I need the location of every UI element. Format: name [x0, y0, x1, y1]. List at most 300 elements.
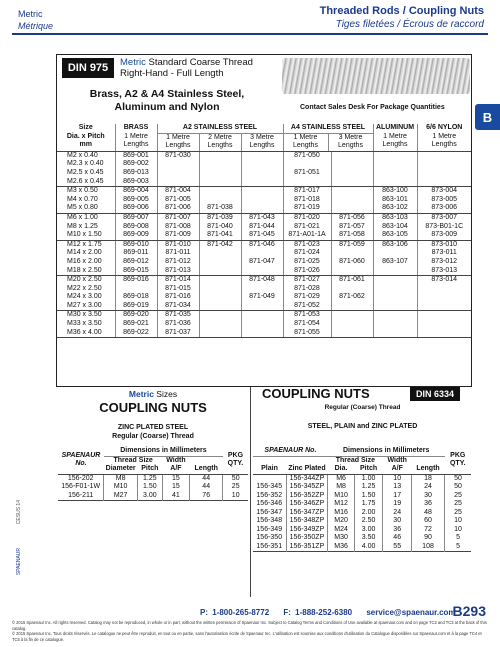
- part-number-cell: 871-015: [157, 285, 199, 294]
- table-cell: 4.00: [354, 543, 383, 552]
- size-cell: M10 x 1.50: [57, 231, 115, 240]
- part-number-cell: 871-028: [283, 285, 331, 294]
- header-title-fr: Tiges filetées / Écrous de raccord: [335, 19, 484, 30]
- page-number: B293: [452, 603, 486, 619]
- table-cell: 156-344ZP: [286, 474, 328, 483]
- size-cell: M8 x 1.25: [67, 222, 98, 230]
- part-number-cell: [373, 329, 417, 338]
- table-row: [253, 517, 471, 526]
- table-cell: 50: [445, 474, 471, 483]
- table-cell: M12: [328, 500, 354, 509]
- part-number-cell: [199, 329, 241, 338]
- coupling-right-body: [253, 474, 471, 552]
- part-number-cell: 863-102: [373, 204, 417, 213]
- part-number-cell: [373, 320, 417, 329]
- threaded-rods-table: [57, 124, 471, 338]
- size-cell: M12 x 1.75: [67, 240, 102, 248]
- rods-subtitle: Right-Hand - Full Length: [120, 68, 224, 79]
- part-number-cell: 869-009: [115, 231, 157, 240]
- part-number-cell: [199, 187, 241, 196]
- table-cell: 156-346: [256, 500, 283, 507]
- part-number-cell: 871-027: [283, 276, 331, 285]
- part-number-cell: 871-010: [157, 240, 199, 249]
- table-row: [57, 151, 471, 160]
- part-number-cell: [157, 169, 199, 178]
- materials-line-1: Brass, A2 & A4 Stainless Steel,: [89, 88, 245, 100]
- cn-left-col-af: A/F: [162, 465, 189, 474]
- table-row: [253, 534, 471, 543]
- part-number-cell: 871-017: [283, 187, 331, 196]
- cn-right-col-pitch: Pitch: [354, 465, 383, 474]
- table-cell: 108: [412, 543, 445, 552]
- part-number-cell: 871-020: [283, 213, 331, 222]
- table-cell: 76: [190, 492, 223, 501]
- part-number-cell: 871-044: [241, 223, 283, 232]
- part-number-cell: [373, 311, 417, 320]
- rods-title-rest: Standard Coarse Thread: [145, 57, 253, 68]
- table-cell: M6: [328, 474, 354, 483]
- side-text-2: SPAENAUR: [16, 548, 22, 576]
- table-cell: 156-347ZP: [286, 509, 328, 518]
- table-row: [57, 160, 471, 169]
- table-cell: 24: [383, 509, 412, 518]
- part-number-cell: [417, 293, 471, 302]
- rods-title-metric: Metric: [120, 57, 146, 68]
- section-tab[interactable]: B: [475, 104, 500, 130]
- part-number-cell: [331, 204, 373, 213]
- table-cell: 10: [445, 517, 471, 526]
- table-cell: 1.25: [137, 474, 162, 483]
- table-cell: 25: [445, 492, 471, 501]
- table-cell: 3.00: [354, 526, 383, 535]
- table-row: [57, 231, 471, 240]
- part-number-cell: 871-045: [241, 231, 283, 240]
- part-number-cell: 871-004: [157, 187, 199, 196]
- table-row: [57, 249, 471, 258]
- part-number-cell: 873-010: [417, 240, 471, 249]
- col-size: Size Dia. x Pitch mm: [57, 124, 115, 151]
- table-cell: 19: [383, 500, 412, 509]
- din-975-badge: DIN 975: [62, 58, 114, 78]
- part-number-cell: 863-105: [373, 231, 417, 240]
- table-row: [57, 276, 471, 285]
- part-number-cell: 871-014: [157, 276, 199, 285]
- part-number-cell: [331, 151, 373, 160]
- section-divider: [250, 387, 251, 597]
- cn-right-title: COUPLING NUTS: [262, 386, 370, 401]
- col-nylon: 6/6 NYLON 1 Metre Lengths: [417, 124, 471, 151]
- part-number-cell: [331, 160, 373, 169]
- footer-email[interactable]: service@spaenaur.com: [366, 608, 456, 617]
- table-cell: 36: [383, 526, 412, 535]
- part-number-cell: 871-054: [283, 320, 331, 329]
- table-cell: 156-349ZP: [286, 526, 328, 535]
- table-cell: M27: [104, 492, 137, 501]
- part-number-cell: 869-005: [115, 196, 157, 205]
- part-number-cell: 873-012: [417, 258, 471, 267]
- cn-left-col-pitch: Pitch: [137, 465, 162, 474]
- part-number-cell: [417, 311, 471, 320]
- part-number-cell: 871-008: [157, 223, 199, 232]
- coupling-right-table: [253, 447, 471, 552]
- table-row: [58, 483, 248, 492]
- part-number-cell: [241, 160, 283, 169]
- table-cell: 30: [412, 492, 445, 501]
- size-cell: M14 x 2.00: [67, 249, 102, 257]
- cn-left-sub1: ZINC PLATED STEEL: [117, 424, 189, 431]
- table-cell: 50: [445, 483, 471, 492]
- part-number-cell: 871-025: [283, 258, 331, 267]
- part-number-cell: 871-049: [241, 293, 283, 302]
- cn-left-subtitle: [56, 423, 250, 441]
- part-number-cell: 869-007: [115, 213, 157, 222]
- part-number-cell: [331, 249, 373, 258]
- part-number-cell: 863-101: [373, 196, 417, 205]
- part-number-cell: 869-004: [115, 187, 157, 196]
- part-number-cell: [199, 160, 241, 169]
- size-cell: M18 x 2.50: [57, 267, 115, 276]
- part-number-cell: [373, 267, 417, 276]
- table-cell: 25: [223, 483, 248, 492]
- table-cell: 25: [445, 500, 471, 509]
- table-cell: 48: [412, 509, 445, 518]
- part-number-cell: 869-011: [115, 249, 157, 258]
- cn-right-dims-head: Dimensions in Millimeters: [328, 447, 445, 456]
- table-cell: 156-345ZP: [286, 483, 328, 492]
- col-brass: BRASS 1 Metre Lengths: [115, 124, 157, 151]
- table-cell: 36: [412, 500, 445, 509]
- part-number-cell: 873-011: [417, 249, 471, 258]
- cn-left-sub2: Regular (Coarse) Thread: [112, 433, 194, 440]
- part-number-cell: [241, 267, 283, 276]
- table-cell: 46: [383, 534, 412, 543]
- part-number-cell: 869-021: [115, 320, 157, 329]
- table-cell: 1.75: [354, 500, 383, 509]
- table-row: [57, 285, 471, 294]
- part-number-cell: 871-024: [283, 249, 331, 258]
- contact-note: Contact Sales Desk For Package Quantities: [300, 104, 445, 111]
- din-6334-badge: DIN 6334: [410, 387, 460, 401]
- table-row: [253, 526, 471, 535]
- table-cell: 3.50: [354, 534, 383, 543]
- table-row: [57, 240, 471, 249]
- fine-print-fr: © 2015 Spaenaur Inc. Tous droits réservés. Le catalogue ne peut être reproduit, en tout ou en partie, sans l'autorisation écrite de Spaenaur Inc. L'utilisation est soumise aux conditions d'utilisation du Catalogue disponibles sur Spaenaur.com et à la page TC4 et TC5 à la fin de ce catalogue.: [12, 631, 482, 642]
- part-number-cell: 871-A01-1A: [283, 231, 331, 240]
- part-number-cell: [373, 302, 417, 311]
- part-number-cell: [417, 285, 471, 294]
- rods-materials: [62, 88, 272, 114]
- part-number-cell: [199, 285, 241, 294]
- part-number-cell: 871-036: [157, 320, 199, 329]
- cn-right-col-plain: Plain: [253, 456, 286, 474]
- table-row: [57, 320, 471, 329]
- part-number-cell: 871-007: [157, 213, 199, 222]
- part-number-cell: [157, 160, 199, 169]
- part-number-cell: [373, 160, 417, 169]
- part-number-cell: [199, 267, 241, 276]
- table-cell: 50: [223, 474, 248, 483]
- part-number-cell: 871-057: [331, 223, 373, 232]
- part-number-cell: 871-035: [157, 311, 199, 320]
- table-row: [57, 223, 471, 232]
- table-cell: M16: [328, 509, 354, 518]
- part-number-cell: [373, 249, 417, 258]
- table-cell: 156-346ZP: [286, 500, 328, 509]
- table-cell: M8: [104, 474, 137, 483]
- table-row: [253, 483, 471, 492]
- part-number-cell: [331, 320, 373, 329]
- part-number-cell: 871-026: [283, 267, 331, 276]
- cn-right-col-zinc: Zinc Plated: [286, 456, 328, 474]
- part-number-cell: 871-019: [283, 204, 331, 213]
- part-number-cell: [417, 169, 471, 178]
- header-metric-en: Metric: [18, 9, 43, 19]
- part-number-cell: [373, 276, 417, 285]
- table-cell: 5: [445, 534, 471, 543]
- table-cell: 156-F01-1W: [61, 483, 101, 490]
- part-number-cell: [373, 293, 417, 302]
- part-number-cell: 863-106: [373, 240, 417, 249]
- part-number-cell: 873-013: [417, 267, 471, 276]
- part-number-cell: 871-039: [199, 213, 241, 222]
- table-cell: 10: [383, 474, 412, 483]
- part-number-cell: [199, 311, 241, 320]
- table-cell: 156-348ZP: [286, 517, 328, 526]
- part-number-cell: 871-046: [241, 240, 283, 249]
- size-cell: M2.3 x 0.40: [67, 160, 104, 168]
- part-number-cell: 871-042: [199, 240, 241, 249]
- size-cell: M5 x 0.80: [57, 204, 115, 213]
- table-cell: 156-351ZP: [286, 543, 328, 552]
- part-number-cell: [157, 178, 199, 187]
- part-number-cell: [417, 302, 471, 311]
- part-number-cell: 871-006: [157, 204, 199, 213]
- part-number-cell: [331, 267, 373, 276]
- part-number-cell: [373, 285, 417, 294]
- part-number-cell: 863-107: [373, 258, 417, 267]
- table-cell: 72: [412, 526, 445, 535]
- cn-left-title: COUPLING NUTS: [99, 400, 207, 415]
- part-number-cell: 869-018: [115, 293, 157, 302]
- part-number-cell: 871-051: [283, 169, 331, 178]
- footer-phone[interactable]: P: 1-800-265-8772: [200, 608, 270, 617]
- table-cell: 10: [445, 526, 471, 535]
- part-number-cell: 869-015: [115, 267, 157, 276]
- table-cell: 1.25: [354, 483, 383, 492]
- part-number-cell: 871-059: [331, 240, 373, 249]
- part-number-cell: 869-022: [115, 329, 157, 338]
- table-row: [58, 474, 248, 483]
- table-row: [253, 500, 471, 509]
- table-cell: 15: [162, 474, 189, 483]
- footer-fax: F: 1-888-252-6380: [283, 608, 353, 617]
- cn-left-col-length: Length: [190, 456, 223, 474]
- part-number-cell: 869-001: [115, 151, 157, 160]
- part-number-cell: 871-055: [283, 329, 331, 338]
- table-row: [57, 213, 471, 222]
- part-number-cell: 871-009: [157, 231, 199, 240]
- size-cell: M36 x 4.00: [57, 329, 115, 338]
- part-number-cell: 871-005: [157, 196, 199, 205]
- table-cell: 25: [445, 509, 471, 518]
- size-cell: M33 x 3.50: [67, 320, 102, 328]
- part-number-cell: [417, 160, 471, 169]
- part-number-cell: 871-048: [241, 276, 283, 285]
- part-number-cell: 873-004: [417, 187, 471, 196]
- table-cell: 18: [412, 474, 445, 483]
- part-number-cell: [417, 151, 471, 160]
- fine-print-en: © 2015 Spaenaur Inc. All rights reserved. Catalog may not be reproduced, in whole or in part, without the written permission of Spaenaur Inc. Subject to Catalog Terms and Conditions of Use available at spaenaur.com and on page TC2 and TC3 at the back of this catalog.: [12, 620, 487, 631]
- cn-right-subtitle: Regular (Coarse) Thread: [324, 404, 401, 411]
- header-right: [320, 5, 484, 31]
- table-cell: 156-202: [67, 474, 94, 482]
- cn-right-thread-size: Thread Size: [335, 456, 376, 464]
- part-number-cell: 863-104: [373, 223, 417, 232]
- part-number-cell: [331, 178, 373, 187]
- threaded-rods-body: [57, 151, 471, 337]
- part-number-cell: 869-010: [115, 240, 157, 249]
- size-cell: M30 x 3.50: [67, 311, 102, 319]
- part-number-cell: [331, 329, 373, 338]
- table-cell: M8: [328, 483, 354, 492]
- cn-left-col-no: SPAENAUR No.: [58, 447, 104, 474]
- table-cell: 60: [412, 517, 445, 526]
- table-cell: 2.50: [354, 517, 383, 526]
- cn-right-col-length: Length: [412, 456, 445, 474]
- part-number-cell: [199, 276, 241, 285]
- part-number-cell: [241, 204, 283, 213]
- part-number-cell: 871-029: [283, 293, 331, 302]
- size-cell: M4 x 0.70: [67, 195, 98, 203]
- part-number-cell: 871-021: [283, 223, 331, 232]
- part-number-cell: 873-007: [417, 213, 471, 222]
- part-number-cell: [241, 169, 283, 178]
- part-number-cell: [199, 196, 241, 205]
- table-cell: 41: [162, 492, 189, 501]
- header-left: [18, 8, 53, 32]
- part-number-cell: 871-050: [283, 151, 331, 160]
- table-cell: 156-350ZP: [286, 534, 328, 543]
- part-number-cell: 873-006: [417, 204, 471, 213]
- table-cell: 156-352ZP: [286, 492, 328, 501]
- table-row: [58, 492, 248, 501]
- cn-left-thread-size: Thread Size: [113, 456, 153, 464]
- cn-right-col-pkg: PKG QTY.: [445, 447, 471, 474]
- table-row: [253, 543, 471, 552]
- part-number-cell: [373, 151, 417, 160]
- part-number-cell: 871-012: [157, 258, 199, 267]
- part-number-cell: 871-058: [331, 231, 373, 240]
- table-cell: 13: [383, 483, 412, 492]
- table-cell: M20: [328, 517, 354, 526]
- cn-right-col-width: Width: [387, 456, 407, 464]
- table-cell: 1.50: [354, 492, 383, 501]
- col-a4: A4 STAINLESS STEEL 1 Metre Lengths 3 Metre Lengths: [283, 124, 373, 151]
- part-number-cell: [241, 285, 283, 294]
- table-cell: 1.00: [354, 474, 383, 483]
- part-number-cell: 871-018: [283, 196, 331, 205]
- table-cell: 156-349: [256, 525, 283, 533]
- table-cell: M10: [328, 492, 354, 501]
- header-metric-fr: Métrique: [18, 21, 54, 31]
- part-number-cell: 873-B01-1C: [417, 223, 471, 232]
- table-cell: M30: [328, 534, 354, 543]
- table-row: [57, 258, 471, 267]
- table-cell: 44: [190, 474, 223, 483]
- part-number-cell: 873-005: [417, 196, 471, 205]
- table-row: [57, 311, 471, 320]
- part-number-cell: 871-011: [157, 249, 199, 258]
- cn-left-col-width: Width: [166, 456, 186, 464]
- table-row: [57, 196, 471, 205]
- part-number-cell: 871-016: [157, 293, 199, 302]
- part-number-cell: 871-047: [241, 258, 283, 267]
- table-cell: 15: [162, 483, 189, 492]
- part-number-cell: [373, 169, 417, 178]
- materials-line-2: Aluminum and Nylon: [114, 101, 220, 113]
- part-number-cell: 871-062: [331, 293, 373, 302]
- part-number-cell: [241, 151, 283, 160]
- part-number-cell: [331, 187, 373, 196]
- table-cell: M24: [328, 526, 354, 535]
- part-number-cell: [417, 329, 471, 338]
- table-row: [57, 329, 471, 338]
- table-cell: 10: [223, 492, 248, 501]
- table-cell: 156-347: [256, 508, 283, 516]
- size-cell: M3 x 0.50: [67, 187, 98, 195]
- size-cell: M6 x 1.00: [67, 213, 98, 221]
- part-number-cell: [331, 285, 373, 294]
- part-number-cell: 871-030: [157, 151, 199, 160]
- part-number-cell: 863-103: [373, 213, 417, 222]
- cn-left-metric: Metric: [128, 389, 154, 399]
- part-number-cell: 869-020: [115, 311, 157, 320]
- table-cell: M36: [328, 543, 354, 552]
- table-cell: 2.00: [354, 509, 383, 518]
- table-row: [253, 509, 471, 518]
- part-number-cell: [199, 151, 241, 160]
- table-cell: 156-352: [256, 491, 283, 499]
- part-number-cell: 871-043: [241, 213, 283, 222]
- table-cell: 1.50: [137, 483, 162, 492]
- table-row: [57, 204, 471, 213]
- table-cell: M10: [104, 483, 137, 492]
- table-row: [57, 178, 471, 187]
- part-number-cell: [199, 258, 241, 267]
- part-number-cell: [199, 169, 241, 178]
- part-number-cell: 869-006: [115, 204, 157, 213]
- cn-right-spaenaur-no: SPAENAUR No.: [253, 447, 328, 456]
- table-cell: 17: [383, 492, 412, 501]
- part-number-cell: 871-060: [331, 258, 373, 267]
- part-number-cell: 863-100: [373, 187, 417, 196]
- table-cell: 156-351: [256, 542, 283, 550]
- part-number-cell: 869-016: [115, 276, 157, 285]
- table-cell: 156-348: [256, 517, 283, 524]
- header-title-en: Threaded Rods / Coupling Nuts: [319, 5, 484, 17]
- footer-contact: [200, 608, 466, 617]
- part-number-cell: 869-002: [115, 160, 157, 169]
- threaded-rod-image: [282, 58, 470, 94]
- coupling-left-table: [58, 447, 248, 501]
- part-number-cell: [241, 320, 283, 329]
- part-number-cell: [241, 196, 283, 205]
- part-number-cell: 871-013: [157, 267, 199, 276]
- footer-fine-print: [12, 620, 488, 642]
- part-number-cell: 871-038: [199, 204, 241, 213]
- part-number-cell: [199, 293, 241, 302]
- part-number-cell: [331, 169, 373, 178]
